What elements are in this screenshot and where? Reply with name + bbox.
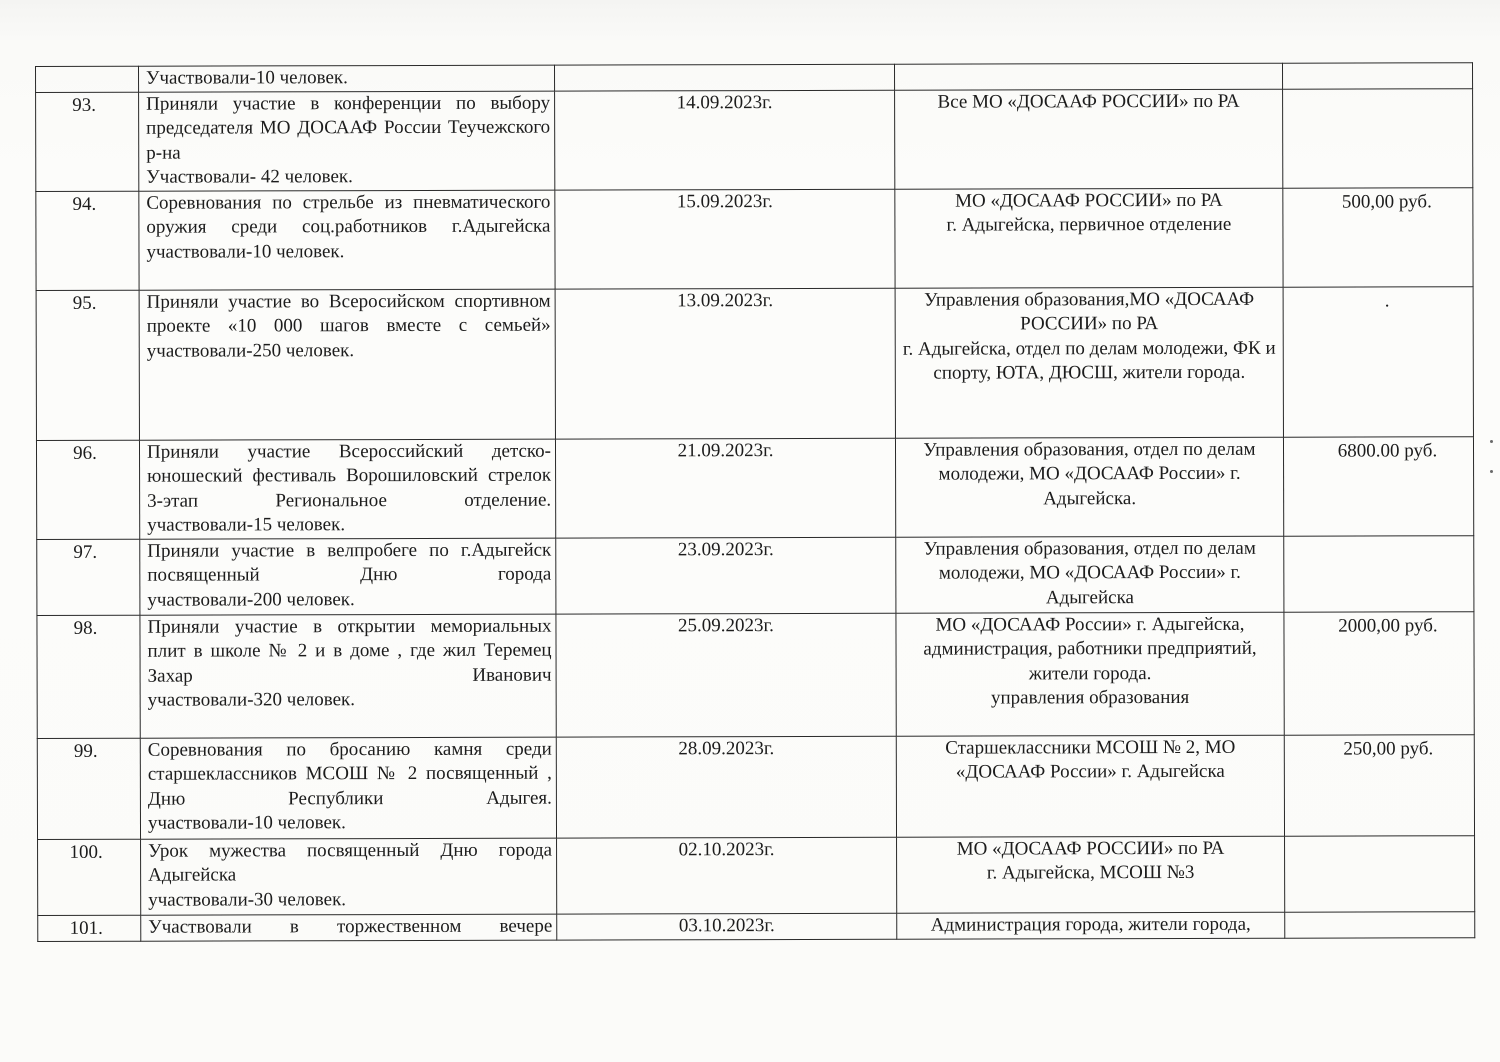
event-amount-cell [1284, 611, 1474, 734]
row-number [36, 67, 138, 68]
event-amount-cell [1283, 187, 1473, 286]
event-description: Участвовали-10 человек. [146, 67, 348, 89]
event-organizers: Управления образования, отдел по делам молодежи, МО «ДОСААФ России» г. Адыгейска [923, 537, 1256, 608]
event-amount-cell [1285, 835, 1475, 911]
event-description: участвовали-200 человек. [147, 588, 355, 611]
row-number-cell [36, 92, 139, 191]
event-description-cell [139, 439, 555, 539]
table-row [37, 611, 1474, 738]
event-organizers-cell [895, 89, 1283, 189]
row-number-cell [36, 290, 139, 440]
event-amount: 6800.00 руб. [1337, 439, 1438, 462]
table-row [36, 88, 1473, 191]
event-description: Участвовали в торжественном вечере [148, 915, 553, 938]
event-organizers: Управления образования,МО «ДОСААФ РОССИИ» по РА г. Адыгейска, отдел по делам молодежи, ФК и спорту, ЮТА, ДЮСШ, жители города. [902, 288, 1276, 384]
event-amount-cell [1284, 734, 1474, 835]
row-number: 100. [69, 841, 103, 863]
table-row [36, 436, 1473, 539]
event-description: Приняли участие во Всеросийском спортивном проекте «10 000 шагов вместе с семьей» [146, 290, 551, 337]
scan-speck [1490, 440, 1493, 443]
event-description-cell [140, 614, 556, 738]
row-number: 97. [73, 541, 98, 563]
row-number: 93. [72, 94, 97, 116]
event-organizers-cell [895, 287, 1283, 438]
event-date-cell [555, 189, 895, 289]
table-row [37, 734, 1474, 839]
event-amount-cell [1283, 88, 1473, 187]
event-description: Участвовали- 42 человек. [146, 166, 353, 188]
event-organizers: Все МО «ДОСААФ РОССИИ» по РА [937, 90, 1240, 113]
event-amount [1283, 89, 1472, 91]
event-date-cell [556, 613, 896, 737]
event-organizers-cell [896, 735, 1284, 837]
event-organizers: Старшеклассники МСОШ № 2, МО «ДОСААФ России» г. Адыгейска [945, 736, 1236, 783]
event-amount-cell [1283, 286, 1473, 436]
row-number: 96. [73, 442, 97, 464]
event-amount [1284, 536, 1473, 538]
event-date-cell [557, 837, 897, 914]
event-amount: 250,00 руб. [1343, 737, 1434, 760]
event-description: Соревнования по бросанию камня среди старшеклассников МСОШ № 2 посвященный , Дню Республики Адыгея. [147, 738, 552, 810]
row-number-cell [36, 440, 139, 539]
event-amount-cell [1285, 911, 1475, 938]
event-description: участвовали-10 человек. [146, 240, 345, 263]
event-description-cell [139, 65, 555, 92]
event-organizers: МО «ДОСААФ России» г. Адыгейска, администрация, работники предприятий, жители города. управления образования [923, 613, 1257, 709]
event-description-cell [140, 538, 556, 615]
event-organizers-cell [896, 612, 1284, 736]
event-description: Приняли участие в велпробеге по г.Адыгейск посвященный Дню города [147, 539, 552, 586]
event-organizers-cell [897, 912, 1285, 940]
event-date: 15.09.2023г. [676, 190, 773, 212]
event-description-cell [141, 914, 557, 942]
event-date: 14.09.2023г. [676, 91, 773, 113]
event-amount [1283, 63, 1472, 65]
event-amount-cell [1282, 63, 1472, 89]
event-amount [1285, 836, 1474, 838]
event-description: Приняли участие Всероссийский детско-юношеский фестиваль Ворошиловский стрелок 3-этап Региональное отделение. [146, 440, 552, 512]
event-description: Урок мужества посвященный Дню города Адыгейска [148, 839, 553, 886]
event-description: участвовали-30 человек. [148, 888, 347, 911]
row-number: 101. [69, 917, 103, 939]
row-number-cell [36, 66, 139, 92]
event-description-cell [139, 91, 555, 191]
event-date: 23.09.2023г. [677, 538, 774, 560]
scan-speck [1490, 470, 1493, 473]
event-description: участвовали-250 человек. [146, 339, 355, 362]
event-amount: 2000,00 руб. [1338, 614, 1438, 637]
event-organizers: МО «ДОСААФ РОССИИ» по РА г. Адыгейска, МСОШ №3 [956, 837, 1225, 884]
event-date-cell [555, 288, 895, 439]
event-date: 21.09.2023г. [677, 439, 774, 461]
table-row [37, 535, 1474, 615]
event-organizers-cell [896, 536, 1284, 613]
event-organizers-cell [897, 836, 1285, 913]
table-row [38, 835, 1475, 915]
row-number: 94. [72, 193, 97, 215]
event-date-cell [555, 438, 895, 538]
row-number: 98. [73, 617, 98, 639]
row-number-cell [37, 539, 140, 615]
event-description: участвовали-320 человек. [147, 689, 356, 711]
row-number-cell [37, 738, 140, 839]
event-description-cell [139, 190, 555, 290]
events-table [35, 62, 1475, 942]
event-description: участвовали-15 человек. [147, 514, 346, 536]
event-date-cell [557, 913, 897, 940]
table-row [36, 187, 1473, 290]
event-date [555, 65, 894, 66]
event-description: Приняли участие в открытии мемориальных плит в школе № 2 и в доме , где жил Теремец Захар Иванович [147, 615, 552, 687]
event-date: 02.10.2023г. [678, 838, 775, 860]
row-number-cell [38, 915, 141, 942]
event-date-cell [556, 736, 896, 838]
event-amount [1285, 912, 1474, 914]
event-description-cell [140, 737, 556, 839]
event-organizers-cell [895, 188, 1283, 288]
event-amount: 500,00 руб. [1341, 190, 1432, 213]
event-date-cell [555, 90, 895, 190]
event-description: участвовали-10 человек. [147, 812, 346, 834]
row-number-cell [38, 839, 141, 915]
table-row [36, 286, 1473, 440]
event-organizers: МО «ДОСААФ РОССИИ» по РА г. Адыгейска, первичное отделение [946, 189, 1232, 236]
event-organizers-cell [895, 437, 1283, 537]
event-description: Соревнования по стрельбе из пневматического оружия среди соц.работников г.Адыгейска [146, 191, 551, 238]
table-row [38, 911, 1475, 941]
event-organizers: Управления образования, отдел по делам молодежи, МО «ДОСААФ России» г. Адыгейска. [923, 438, 1256, 509]
event-description-cell [139, 289, 555, 440]
event-organizers-cell [894, 63, 1282, 90]
event-organizers [895, 64, 1282, 65]
event-amount-cell [1284, 535, 1474, 611]
event-organizers: Администрация города, жители города, [930, 913, 1251, 936]
event-date-cell [554, 64, 894, 90]
row-number-cell [36, 191, 139, 290]
event-date: 13.09.2023г. [677, 289, 774, 311]
event-date-cell [556, 537, 896, 614]
event-amount-cell [1283, 436, 1473, 535]
row-number-cell [37, 615, 140, 738]
table-row [36, 63, 1473, 92]
row-number: 99. [73, 740, 98, 762]
event-description: Приняли участие в конференции по выбору председателя МО ДОСААФ России Теучежского р-на [146, 92, 551, 164]
event-description-cell [141, 838, 557, 915]
event-date: 25.09.2023г. [677, 614, 774, 636]
event-date: 28.09.2023г. [678, 737, 775, 759]
event-amount: . [1384, 289, 1390, 311]
event-date: 03.10.2023г. [678, 914, 775, 936]
row-number: 95. [72, 292, 97, 314]
